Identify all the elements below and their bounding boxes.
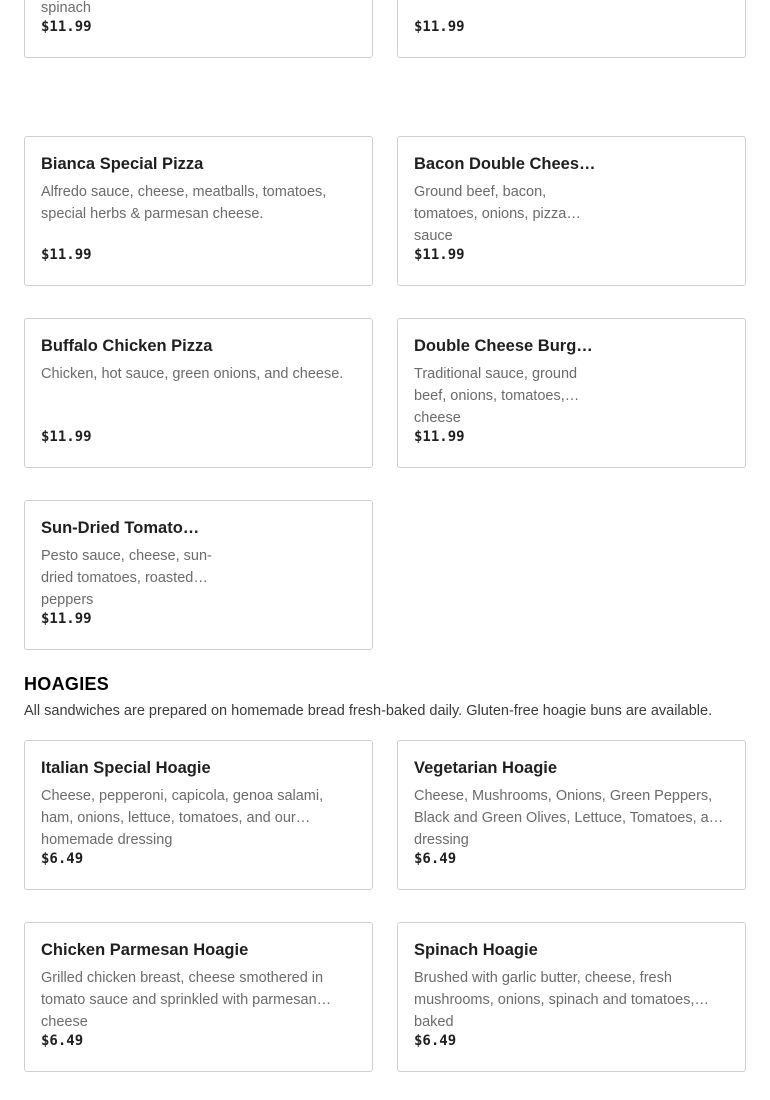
item-description: Pesto sauce, cheese, sun-dried tomatoes, roasted peppers	[41, 548, 212, 608]
item-description: Grilled chicken breast, cheese smothered in tomato sauce and sprinkled with parmesan cheese	[41, 970, 324, 1030]
section-title: HOAGIES	[24, 674, 110, 694]
section-description: All sandwiches are prepared on homemade bread fresh-baked daily. Gluten-free hoagie buns are available.	[24, 703, 713, 719]
item-price: $11.99	[41, 19, 92, 35]
menu-item-card[interactable]	[24, 922, 373, 1072]
item-description: Ground beef, bacon, tomatoes, onions, pizza sauce	[414, 184, 567, 244]
item-title: Chicken Parmesan Hoagie	[41, 941, 249, 959]
item-description: Cheese, pepperoni, capicola, genoa salami, ham, onions, lettuce, tomatoes, and our homemade dressing	[41, 788, 324, 848]
item-title: Spinach Hoagie	[414, 941, 538, 959]
item-price: $6.49	[41, 851, 84, 867]
item-title: Italian Special Hoagie	[41, 759, 211, 777]
item-price: $11.99	[414, 19, 465, 35]
item-price: $6.49	[41, 1033, 84, 1049]
item-title: Buffalo Chicken Pizza	[41, 337, 213, 355]
item-description: Alfredo sauce, cheese, meatballs, tomatoes, special herbs & parmesan cheese.	[41, 184, 327, 222]
menu-item-card[interactable]	[24, 318, 373, 468]
menu-item-card[interactable]	[397, 0, 746, 58]
menu-item-card[interactable]	[397, 318, 746, 468]
item-price: $11.99	[414, 429, 465, 445]
item-description: Cheese, Mushrooms, Onions, Green Peppers, Black and Green Olives, Lettuce, Tomatoes, and dressing	[414, 788, 725, 848]
item-title: Sun-Dried Tomato…	[41, 519, 200, 537]
item-description: Brushed with garlic butter, cheese, fresh mushrooms, onions, spinach and tomatoes, baked	[414, 970, 695, 1030]
menu-item-card[interactable]: spinach $11.99	[24, 0, 373, 58]
item-title: Bianca Special Pizza	[41, 155, 204, 173]
item-title: Bacon Double Chees…	[414, 155, 596, 173]
item-price: $6.49	[414, 1033, 457, 1049]
item-title: Double Cheese Burg…	[414, 337, 593, 355]
item-price: $6.49	[414, 851, 457, 867]
menu-item-card[interactable]	[24, 740, 373, 890]
menu-item-card[interactable]	[24, 500, 373, 650]
menu-item-card[interactable]	[397, 740, 746, 890]
item-price: $11.99	[41, 429, 92, 445]
item-description: Traditional sauce, ground beef, onions, tomatoes, cheese	[414, 366, 578, 426]
item-description: Chicken, hot sauce, green onions, and cheese.	[41, 366, 344, 382]
item-price: $11.99	[414, 247, 465, 263]
item-title: Vegetarian Hoagie	[414, 759, 558, 777]
item-price: $11.99	[41, 247, 92, 263]
menu-item-card[interactable]	[397, 922, 746, 1072]
menu-item-card[interactable]	[397, 136, 746, 286]
menu-item-card[interactable]	[24, 136, 373, 286]
item-price: $11.99	[41, 611, 92, 627]
